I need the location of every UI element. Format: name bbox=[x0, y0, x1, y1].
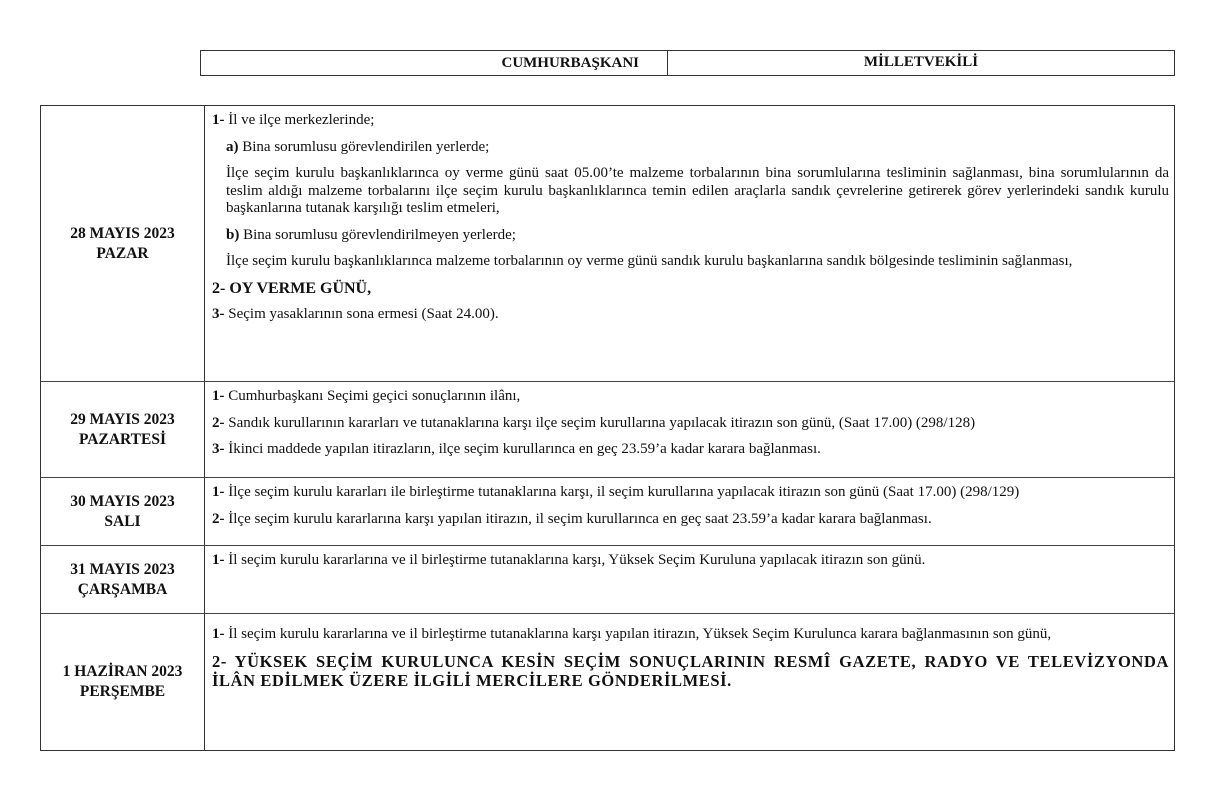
column-header-box bbox=[200, 50, 1175, 76]
election-calendar-table bbox=[40, 105, 1175, 751]
table-row bbox=[41, 382, 1174, 478]
content-cell bbox=[205, 478, 1174, 545]
list-item: İlçe seçim kurulu başkanlıklarınca oy verme günü saat 05.00’te malzeme torbalarının bina sorumlularına tesliminin sağlanması, bina sorumlularının da teslim aldığı malzeme torbalarını ilçe seçim kurulu başkanlıklarınca temin edilen araçlarla sandık çevrelerine getirerek görev yerlerindeki sandık kurulu başkanlarına tutanak karşılığı teslim etmeleri, bbox=[226, 165, 1169, 216]
list-item: 1- İl ve ilçe merkezlerinde; bbox=[212, 112, 375, 128]
content-cell bbox=[205, 614, 1174, 750]
table-row bbox=[41, 614, 1174, 750]
content-cell bbox=[205, 382, 1174, 477]
day-label: PERŞEMBE bbox=[79, 683, 166, 700]
list-item: 3- Seçim yasaklarının sona ermesi (Saat 24.00). bbox=[212, 306, 499, 322]
date-label: 31 MAYIS 2023 bbox=[70, 560, 175, 578]
date-label: 30 MAYIS 2023 bbox=[70, 492, 175, 510]
day-label: PAZARTESİ bbox=[78, 430, 167, 448]
date-cell bbox=[41, 106, 205, 381]
table-row bbox=[41, 106, 1174, 382]
list-item: 2- OY VERME GÜNÜ, bbox=[212, 279, 372, 297]
table-row bbox=[41, 478, 1174, 546]
list-item: 1- İl seçim kurulu kararlarına ve il birleştirme tutanaklarına karşı yapılan itirazın, Yüksek Seçim Kurulunca karara bağlanmasının son günü, bbox=[212, 626, 1052, 642]
date-label: 28 MAYIS 2023 bbox=[70, 224, 175, 242]
list-item: 1- Cumhurbaşkanı Seçimi geçici sonuçlarının ilânı, bbox=[212, 388, 521, 404]
list-item: 2- YÜKSEK SEÇİM KURULUNCA KESİN SEÇİM SONUÇLARININ RESMÎ GAZETE, RADYO VE TELEVİZYONDA İLÂN EDİLMEK ÜZERE İLGİLİ MERCİLERE GÖNDERİLMESİ. bbox=[212, 651, 1169, 690]
day-label: PAZAR bbox=[96, 244, 149, 262]
list-item: 1- İl seçim kurulu kararlarına ve il birleştirme tutanaklarına karşı, Yüksek Seçim Kuruluna yapılacak itirazın son günü. bbox=[212, 552, 926, 568]
day-label: ÇARŞAMBA bbox=[77, 580, 168, 598]
table-row bbox=[41, 546, 1174, 614]
date-cell bbox=[41, 478, 205, 545]
list-item: 2- Sandık kurullarının kararları ve tutanaklarına karşı ilçe seçim kurullarına yapılacak itirazın son günü, (Saat 17.00) (298/128) bbox=[212, 414, 976, 431]
list-item: İlçe seçim kurulu başkanlıklarınca malzeme torbalarının oy verme günü sandık kurulu başkanlarına sandık bölgesinde tesliminin sağlanması, bbox=[226, 253, 1073, 269]
list-item: 1- İlçe seçim kurulu kararları ile birleştirme tutanaklarına karşı, il seçim kurullarına yapılacak itirazın son günü (Saat 17.00) (298/129) bbox=[212, 484, 1020, 500]
header-milletvekili: MİLLETVEKİLİ bbox=[863, 54, 979, 70]
content-cell bbox=[205, 546, 1174, 613]
date-cell bbox=[41, 614, 205, 750]
list-item: b) Bina sorumlusu görevlendirilmeyen yerlerde; bbox=[226, 226, 516, 243]
date-cell bbox=[41, 382, 205, 477]
date-cell bbox=[41, 546, 205, 613]
date-label: 29 MAYIS 2023 bbox=[70, 410, 175, 428]
list-item: 2- İlçe seçim kurulu kararlarına karşı yapılan itirazın, il seçim kurullarınca en geç saat 23.59’a kadar karara bağlanması. bbox=[212, 510, 932, 527]
day-label: SALI bbox=[104, 512, 141, 530]
list-item: 3- İkinci maddede yapılan itirazların, ilçe seçim kurullarınca en geç 23.59’a kadar karara bağlanması. bbox=[212, 441, 821, 457]
content-cell bbox=[205, 106, 1174, 381]
list-item: a) Bina sorumlusu görevlendirilen yerlerde; bbox=[226, 138, 490, 155]
date-label: 1 HAZİRAN 2023 bbox=[62, 663, 183, 680]
header-cumhurbaskani: CUMHURBAŞKANI bbox=[201, 51, 668, 75]
